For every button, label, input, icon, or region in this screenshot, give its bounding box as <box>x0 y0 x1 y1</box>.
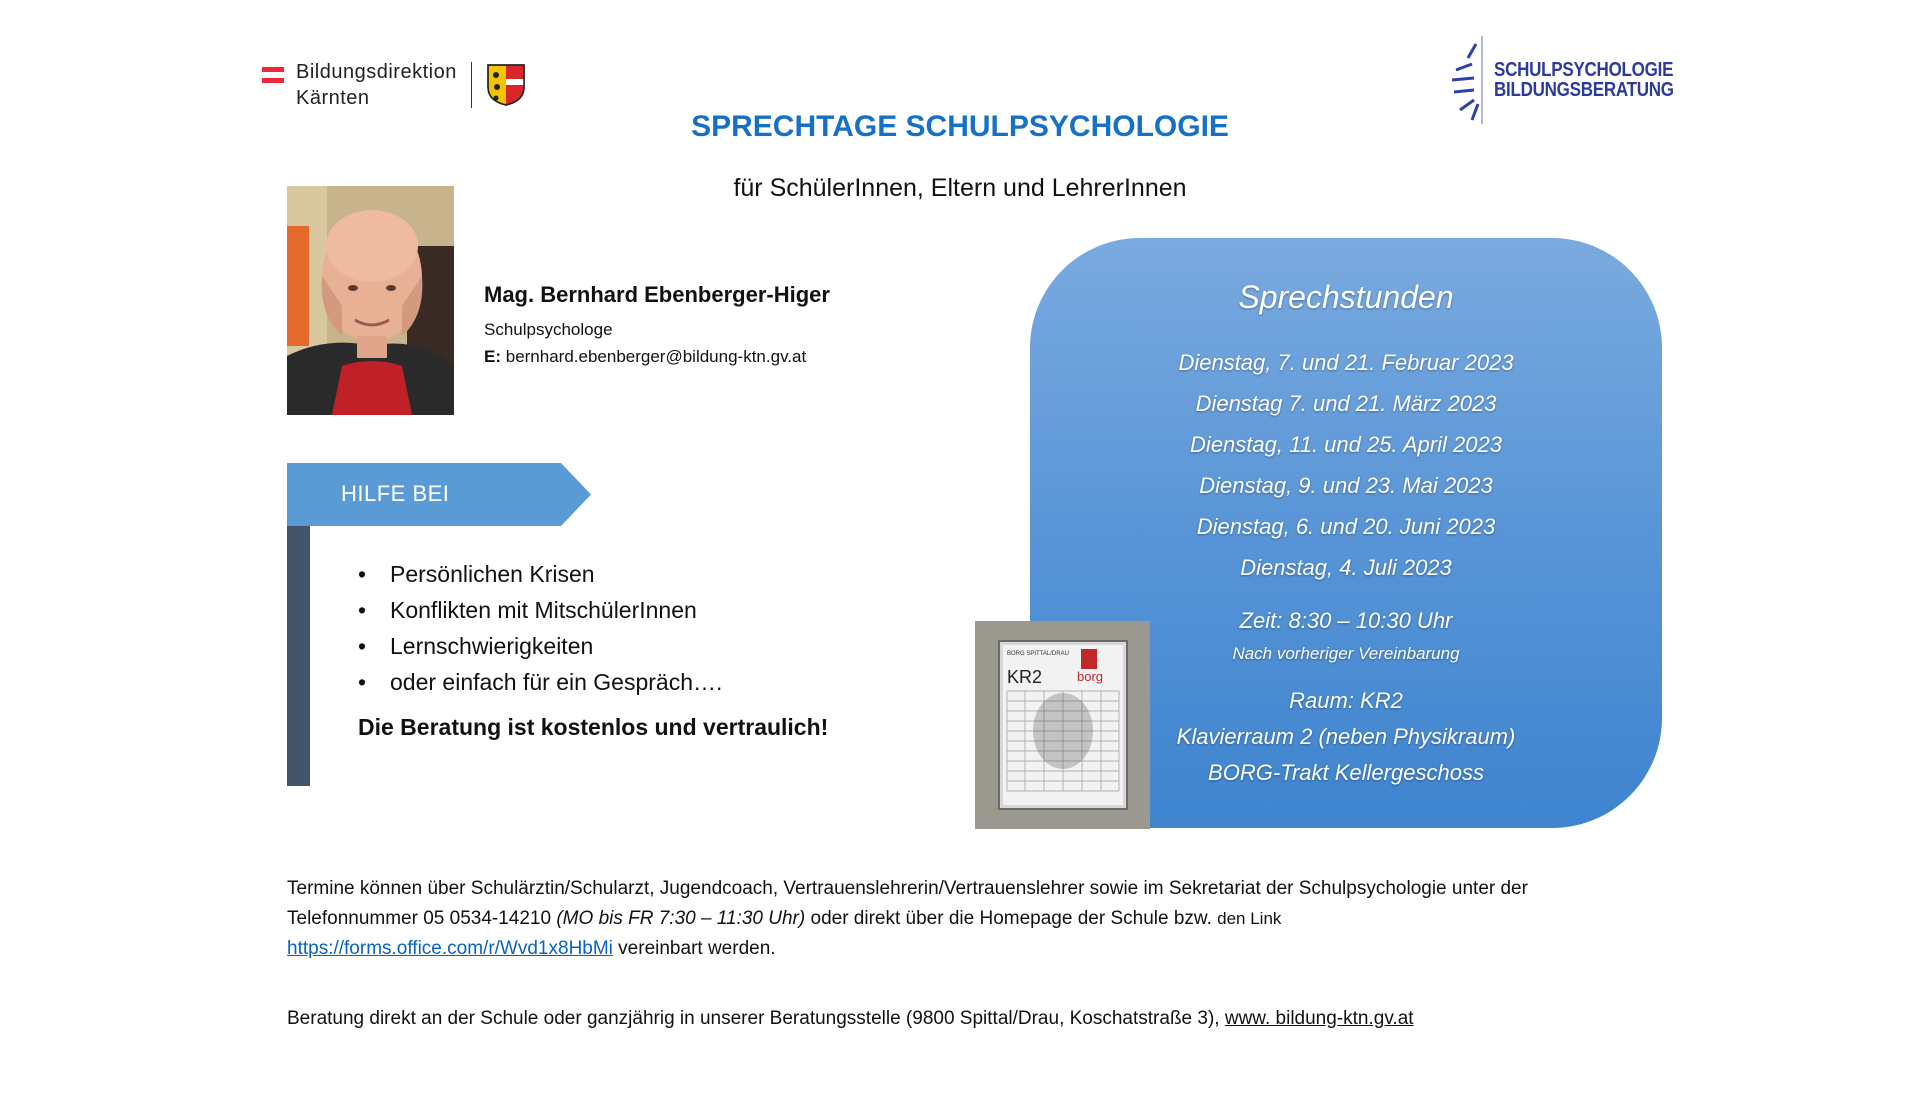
schedule-room: Raum: KR2 <box>1289 688 1403 713</box>
footer-hours: (MO bis FR 7:30 – 11:30 Uhr) <box>556 908 806 929</box>
person-role: Schulpsychologe <box>484 320 613 339</box>
footer-text: Beratung direkt an der Schule oder ganzjährig in unserer Beratungsstelle (9800 Spittal/Drau, Koschatstraße 3), <box>287 1008 1225 1029</box>
sp-name <box>1488 60 1706 100</box>
sp-name-line1: SCHULPSYCHOLOGIE <box>1494 59 1674 81</box>
schedule-room-location: BORG-Trakt Kellergeschoss <box>1208 760 1484 785</box>
door-sign-room: KR2 <box>1007 667 1043 687</box>
person-name: Mag. Bernhard Ebenberger-Higer <box>484 282 830 307</box>
austria-flag-icon <box>262 67 284 83</box>
list-item: • Konflikten mit MitschülerInnen <box>358 592 722 628</box>
schedule-date: Dienstag, 6. und 20. Juni 2023 <box>1196 514 1496 539</box>
schedule-date: Dienstag, 4. Juli 2023 <box>1240 555 1452 580</box>
schedule-date: Dienstag 7. und 21. März 2023 <box>1195 391 1497 416</box>
org-name-line1: Bildungsdirektion <box>296 61 457 83</box>
logo-divider <box>471 62 472 108</box>
list-item: • Persönlichen Krisen <box>358 556 722 592</box>
sp-name-line2: BILDUNGSBERATUNG <box>1494 79 1674 101</box>
list-item: • Lernschwierigkeiten <box>358 628 722 664</box>
help-label: HILFE BEI <box>341 481 450 506</box>
schedule-date: Dienstag, 11. und 25. April 2023 <box>1190 432 1502 457</box>
footer-text: Termine können über Schulärztin/Schularzt, Jugendcoach, Vertrauenslehrerin/Vertrauenslehrer sowie im Sekretariat der Schulpsychologie unter der Telefonnummer 05 0534-14210 <box>287 878 1528 929</box>
schedule-date: Dienstag, 9. und 23. Mai 2023 <box>1199 473 1493 498</box>
footer-text: vereinbart werden. <box>612 938 776 959</box>
help-sidebar-bar <box>287 526 310 786</box>
schedule-title: Sprechstunden <box>1238 279 1454 315</box>
footer-text-small: den Link <box>1217 909 1282 928</box>
person-photo <box>287 186 454 415</box>
carinthia-coat-of-arms-icon <box>486 63 526 107</box>
help-note: Die Beratung ist kostenlos und vertraulich! <box>358 714 829 740</box>
person-email-line <box>484 343 830 370</box>
org-name-line2: Kärnten <box>296 87 370 109</box>
footer-appointment-info <box>287 874 1637 964</box>
page-title: SPRECHTAGE SCHULPSYCHOLOGIE <box>691 110 1229 143</box>
schedule-date: Dienstag, 7. und 21. Februar 2023 <box>1178 350 1514 375</box>
bildungsdirektion-logo <box>262 60 526 110</box>
help-list <box>358 556 722 700</box>
person-email: bernhard.ebenberger@bildung-ktn.gv.at <box>505 347 807 366</box>
person-info <box>484 282 830 370</box>
footer-text: oder direkt über die Homepage der Schule bzw. <box>805 908 1218 929</box>
footer-location-info <box>287 1008 1414 1030</box>
schedule-time-note: Nach vorheriger Vereinbarung <box>1232 644 1460 663</box>
website-link[interactable]: www. bildung-ktn.gv.at <box>1224 1008 1414 1029</box>
email-label: E: <box>484 347 501 366</box>
forms-link[interactable]: https://forms.office.com/r/Wvd1x8HbMi <box>287 938 613 959</box>
door-sign-header: BORG SPITTAL/DRAU <box>1007 651 1069 657</box>
org-name <box>296 59 457 111</box>
door-sign-photo <box>975 621 1150 829</box>
page-subtitle: für SchülerInnen, Eltern und LehrerInnen <box>733 174 1187 202</box>
schedule-room-desc: Klavierraum 2 (neben Physikraum) <box>1176 724 1516 749</box>
list-item: • oder einfach für ein Gespräch…. <box>358 664 722 700</box>
door-sign-logo: borg <box>1077 669 1104 684</box>
schedule-time: Zeit: 8:30 – 10:30 Uhr <box>1239 608 1453 633</box>
